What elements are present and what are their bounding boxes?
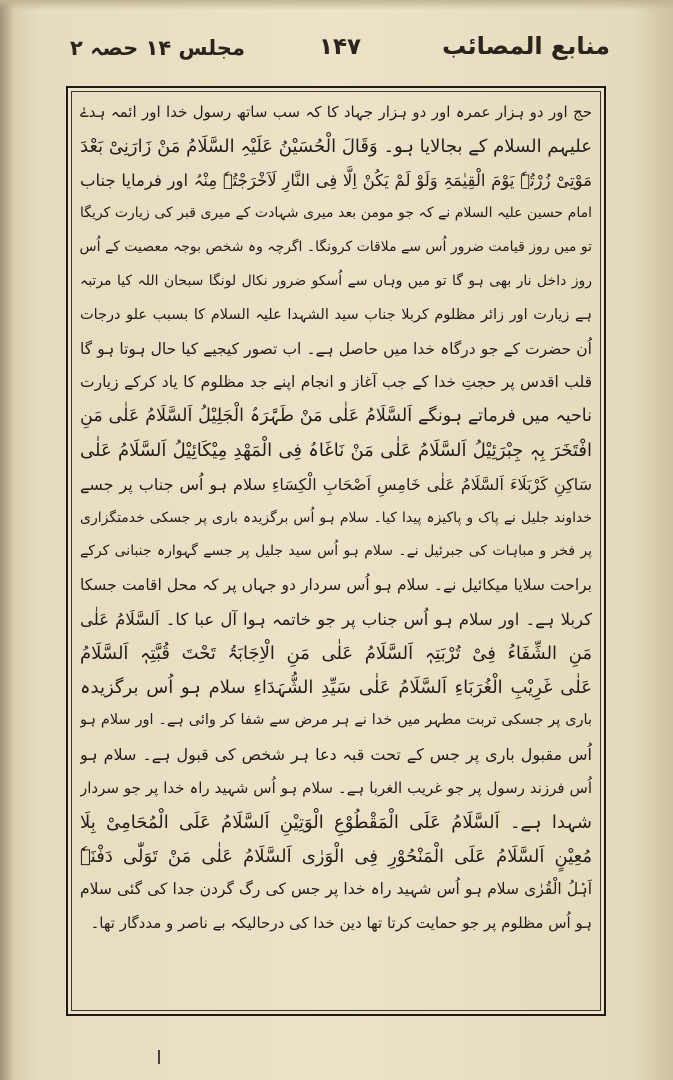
text-line: عَلٰی غَرِیْبِ الْغُرَبَاءِ اَلسَّلَامُ عَلٰی سَیِّدِ الشُّہَدَاءِ سلام ہو اُس برگزیدہ bbox=[80, 676, 592, 698]
text-line: افْتَخَرَ بِہٖ جِبْرَئِیْلُ اَلسَّلَامُ عَلٰی مَنْ نَاغَاہُ فِی الْمَھْدِ مِیْکَائِیْلُ اَلسَّلَامُ عَلٰی bbox=[80, 439, 592, 461]
text-line: خداوند جلیل نے پاک و پاکیزہ پیدا کیا۔ سلام ہو اُس برگزیدہ باری پر جسکی خدمتگزاری bbox=[80, 509, 592, 526]
page-edge-shadow-top bbox=[0, 0, 673, 10]
body-text bbox=[80, 96, 592, 1008]
text-line: مَوْتِیْ زُرْتُہٗ یَوْمَ الْقِیٰمَۃِ وَلَوْ لَمْ یَکُنْ اِلَّا فِی النَّارِ لَاَخْرَجْتُہٗ مِنْہُ اور فرمایا جناب bbox=[80, 170, 592, 190]
text-line: اُن حضرت کے جو درگاہ خدا میں حاصل ہے۔ اب تصور کیجیے کیا حال ہوتا ہو گا bbox=[80, 339, 592, 358]
page-edge-mark bbox=[158, 1050, 160, 1064]
text-line: حج اور دو ہزار عمرہ اور دو ہزار جہاد کا کہ سب ساتھ رسول خدا اور ائمہ ہدےٰ bbox=[80, 103, 592, 121]
text-line: ہے زیارت اور زائر مظلوم کربلا جناب سید الشہدا علیہ السلام کا بسبب علو درجات bbox=[80, 306, 592, 323]
page-header bbox=[70, 30, 610, 80]
page-number: ۱۴۷ bbox=[318, 34, 362, 60]
text-line: سَاکِنِ کَرْبَلَاءَ اَلسَّلَامُ عَلٰی خَامِسِ اَصْحَابِ الْکِسَاءِ سلام ہو اُس جناب پر جسے bbox=[80, 474, 592, 494]
book-title: منابع المصائب bbox=[442, 32, 610, 60]
text-line: اُس مقبول باری پر جس کے تحت قبہ دعا ہر شخص کی قبول ہے۔ سلام ہو bbox=[80, 745, 592, 765]
text-line: ناحیہ میں فرماتے ہونگے اَلسَّلَامُ عَلٰی مَنْ طَہَّرَہُ الْجَلِیْلُ اَلسَّلَامُ عَلٰی مَنِ bbox=[80, 406, 592, 427]
text-line: باری پر جسکی تربت مطہر میں خدا نے ہر مرض سے شفا کر وائی ہے۔ اور سلام ہو bbox=[80, 712, 592, 729]
page-edge-shadow-left bbox=[0, 0, 14, 1080]
text-line: مَنِ الشِّفَاءُ فِیْ تُرْبَتِہٖ اَلسَّلَامُ عَلٰی مَنِ الْاِجَابَۃُ تَحْتَ قُبَّتِہٖ اَلسَّلَامُ bbox=[80, 642, 592, 664]
text-line: امام حسین علیہ السلام نے کہ جو مومن بعد میری شہادت کے میری قبر کی زیارت کریگا bbox=[80, 205, 592, 222]
text-line: شہدا ہے۔ اَلسَّلَامُ عَلَی الْمَقْطُوْعِ الْوَتِیْنِ اَلسَّلَامُ عَلَی الْمُحَامِیْ بِلَا bbox=[80, 811, 592, 833]
text-line: قلب اقدس پر حجتِ خدا کے جب آغاز و انجام اپنے جد مظلوم کا یاد کرکے زیارت bbox=[80, 373, 592, 392]
text-line: ہو اُس مظلوم پر جو حمایت کرتا تھا دین خدا کی درحالیکہ بے ناصر و مددگار تھا۔ bbox=[90, 914, 592, 933]
text-line: براحت سلایا میکائیل نے۔ سلام ہو اُس سردار دو جہاں پر کہ محل اقامت جسکا bbox=[80, 576, 592, 595]
text-line: تو میں روز قیامت ضرور اُس سے ملاقات کرونگا۔ اگرچہ وہ شخص بوجہ معصیت کے اُس bbox=[80, 239, 592, 256]
header-section-label: مجلس ۱۴ حصہ ۲ bbox=[70, 36, 245, 60]
text-line: روز داخل نار بھی ہو گا تو میں وہاں سے اُسکو ضرور نکال لونگا سبحان اللہ کیا مرتبہ bbox=[80, 272, 592, 289]
text-line: کربلا ہے۔ اور سلام ہو اُس جناب پر جو خاتمہ ہوا آل عبا کا۔ اَلسَّلَامُ عَلٰی bbox=[80, 609, 592, 629]
text-line: پر فخر و مباہات کی جبرئیل نے۔ سلام ہو اُس سید جلیل پر جسے گہوارہ جنبانی کرکے bbox=[80, 543, 592, 560]
text-line: اُس فرزند رسول پر جو غریب الغربا ہے۔ سلام ہو اُس شہید راہ خدا پر جو سردار bbox=[80, 778, 592, 797]
text-line: علیہم السلام کے بجالایا ہو۔ وَقَالَ الْحُسَیْنُ عَلَیْہِ السَّلَامُ مَنْ زَارَنِیْ بَعْدَ bbox=[80, 135, 592, 157]
text-line: اَہْلُ الْقُرٰی سلام ہو اُس شہید راہ خدا پر جس کی رگ گردن جدا کی گئی سلام bbox=[80, 880, 592, 899]
text-line: مُعِیْنٍ اَلسَّلَامُ عَلَی الْمَنْحُوْرِ فِی الْوَرٰی اَلسَّلَامُ عَلٰی مَنْ تَوَلّٰی دَفْنَہٗ bbox=[80, 845, 592, 867]
